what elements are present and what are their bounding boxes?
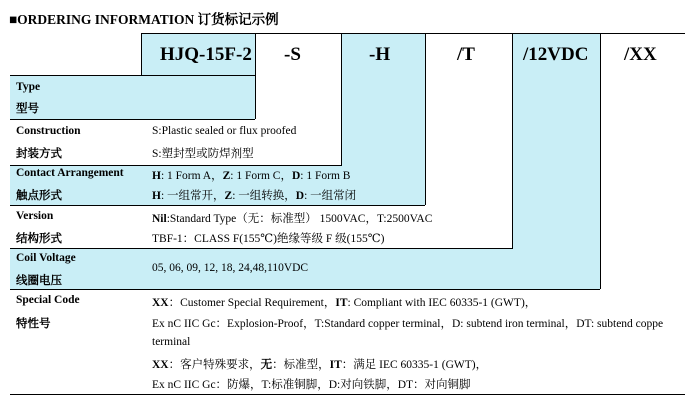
code-it: IT bbox=[335, 297, 348, 309]
desc-text: ：客户特殊要求， bbox=[168, 359, 261, 371]
type-label-en: Type bbox=[16, 81, 41, 93]
desc-text: ：Customer Special Requirement， bbox=[168, 297, 336, 309]
code-construction: -S bbox=[284, 44, 301, 65]
code-model: HJQ-15F-2 bbox=[160, 44, 252, 65]
version-label-cn: 结构形式 bbox=[16, 233, 62, 245]
code-top-border bbox=[141, 33, 685, 34]
desc-text: : 1 Form C， bbox=[230, 170, 292, 182]
coil-desc: 05, 06, 09, 12, 18, 24,48,110VDC bbox=[152, 262, 309, 274]
desc-text: : 一组转换， bbox=[232, 190, 296, 202]
code-coil-voltage: /12VDC bbox=[523, 44, 589, 65]
construction-label-en: Construction bbox=[16, 125, 81, 137]
code-nil-cn: 无 bbox=[260, 359, 273, 371]
contact-label-en: Contact Arrangement bbox=[16, 167, 124, 179]
row-type-border bbox=[10, 119, 255, 120]
version-label-en: Version bbox=[16, 210, 54, 222]
type-right-border bbox=[255, 33, 256, 119]
type-label-cn: 型号 bbox=[16, 103, 39, 115]
code-bottom-border bbox=[10, 75, 255, 76]
desc-text: : 一组常开， bbox=[160, 190, 225, 202]
code-nil: Nil bbox=[152, 213, 167, 225]
code-xx: XX bbox=[152, 359, 169, 371]
desc-text: ：标准型， bbox=[272, 359, 330, 371]
special-desc-line4 bbox=[152, 356, 487, 372]
special-desc-line2: Ex nC IIC Gc：Explosion-Proof，T:Standard copper terminal，D: subtend iron terminal，DT: subtend coppe bbox=[152, 318, 664, 330]
special-desc-line3: terminal bbox=[152, 336, 191, 348]
code-d: D bbox=[295, 190, 305, 202]
row-coil-border bbox=[10, 289, 600, 290]
code-z: Z bbox=[222, 170, 231, 182]
table-bottom-border bbox=[10, 394, 685, 395]
desc-text: ：满足 IEC 60335-1 (GWT)， bbox=[341, 359, 488, 371]
contact-label-cn: 触点形式 bbox=[16, 190, 62, 202]
desc-text: :Standard Type（无：标准型） 1500VAC，T:2500VAC bbox=[166, 213, 433, 225]
version-desc-en bbox=[152, 210, 432, 226]
row-contact-border bbox=[10, 205, 425, 206]
construction-desc-cn: S:塑封型或防焊剂型 bbox=[152, 148, 254, 160]
coil-label-en: Coil Voltage bbox=[16, 252, 76, 264]
code-xx: XX bbox=[152, 297, 169, 309]
code-z: Z bbox=[224, 190, 233, 202]
code-version: /T bbox=[457, 44, 475, 65]
code-contact: -H bbox=[369, 44, 391, 65]
construction-desc-en: S:Plastic sealed or flux proofed bbox=[152, 125, 297, 137]
desc-text: : 1 Form A， bbox=[160, 170, 223, 182]
row-type-bg bbox=[10, 75, 255, 119]
construction-right-border bbox=[341, 33, 342, 165]
code-special: /XX bbox=[624, 44, 657, 65]
contact-desc-en bbox=[152, 167, 350, 183]
code-d: D bbox=[291, 170, 301, 182]
code-it: IT bbox=[329, 359, 342, 371]
version-desc-cn: TBF-1：CLASS F(155℃)绝缘等级 F 级(155℃) bbox=[152, 233, 385, 245]
desc-text: : Compliant with IEC 60335-1 (GWT)， bbox=[347, 297, 537, 309]
contact-right-border bbox=[425, 33, 426, 205]
version-right-border bbox=[512, 33, 513, 248]
row-version-border bbox=[10, 248, 513, 249]
contact-desc-cn bbox=[152, 187, 356, 203]
construction-label-cn: 封装方式 bbox=[16, 148, 62, 160]
row-construction-border bbox=[10, 165, 342, 166]
special-label-en: Special Code bbox=[16, 294, 80, 306]
special-label-cn: 特性号 bbox=[16, 318, 51, 330]
code-h: H bbox=[152, 170, 161, 182]
special-desc-line1 bbox=[152, 294, 536, 310]
special-desc-line5: Ex nC IIC Gc：防爆，T:标准铜脚，D:对向铁脚，DT：对向铜脚 bbox=[152, 379, 471, 391]
desc-text: : 一组常闭 bbox=[304, 190, 357, 202]
desc-text: : 1 Form B bbox=[300, 170, 351, 182]
code-left-border bbox=[141, 33, 142, 75]
coil-label-cn: 线圈电压 bbox=[16, 275, 62, 287]
code-h: H bbox=[152, 190, 161, 202]
coil-right-border bbox=[600, 33, 601, 289]
section-heading: ■ORDERING INFORMATION 订货标记示例 bbox=[9, 12, 279, 27]
